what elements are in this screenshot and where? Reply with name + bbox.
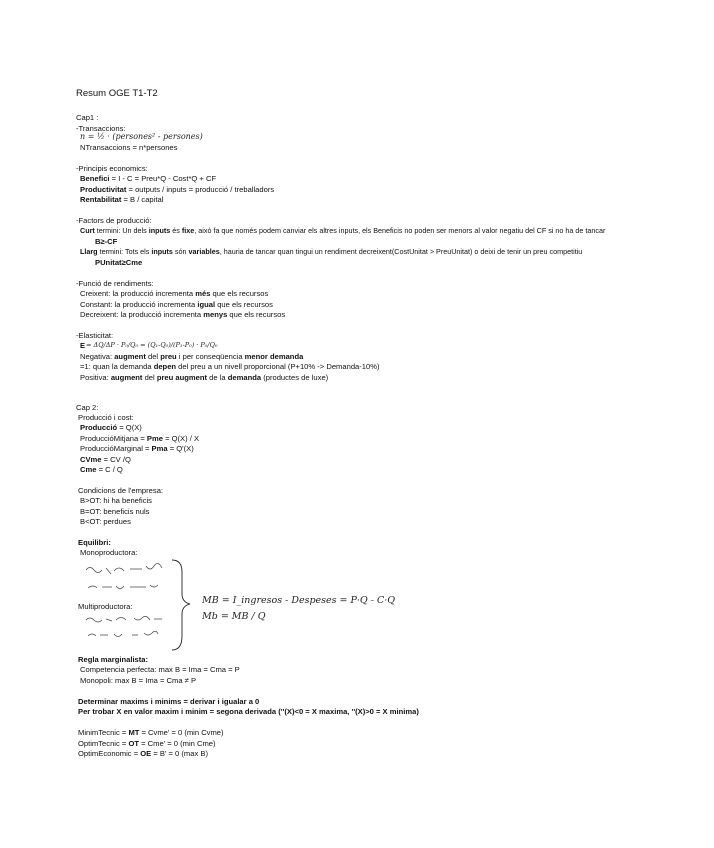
produccio-marginal-line: ProduccióMarginal = Pma = Q'(X) — [80, 444, 194, 453]
produccio-mitjana-line: ProduccióMitjana = Pme = Q(X) / X — [80, 434, 200, 443]
rendiments-label: -Funció de rendiments: — [76, 279, 154, 288]
svg-text:= ΔQ/ΔP · P₀/Q₀ = (Q₁-Q₀)/(P₁-: = ΔQ/ΔP · P₀/Q₀ = (Q₁-Q₀)/(P₁-P₀) · P₀/Q₀ — [86, 341, 218, 349]
rentabilitat-line: Rentabilitat = B / capital — [80, 195, 164, 204]
curt-termini-line: Curt termini: Un dels inputs és fixe, això fa que només podem canviar els altres inputs, els Beneficis no poden ser menors al valor negatiu del CF si no ha de tancar — [80, 226, 606, 235]
factors-label: -Factors de producció: — [76, 216, 152, 225]
productivitat-line: Productivitat = outputs / inputs = producció / treballadors — [80, 185, 275, 194]
condicions-label: Condicions de l'empresa: — [78, 486, 164, 495]
decreixent-line: Decreixent: la producció incrementa menys que els recursos — [80, 310, 286, 319]
doc-title: Resum OGE T1-T2 — [76, 88, 158, 99]
constant-line: Constant: la producció incrementa igual que els recursos — [80, 300, 273, 309]
multiproductora-label: Multiproductora: — [78, 602, 133, 611]
llarg-condition: PUnitat≥Cme — [95, 258, 143, 267]
principis-label: -Principis economics: — [76, 164, 148, 173]
minim-tecnic-line: MinimTecnic = MT = Cvme' = 0 (min Cvme) — [78, 728, 224, 737]
svg-text:n = ½ · (persones² - persones): n = ½ · (persones² - persones) — [80, 132, 203, 141]
unitaria-line: =1: quan la demanda depen del preu a un nivell proporcional (P+10% -> Demanda-10%) — [80, 362, 380, 371]
elasticitat-lhs: E — [80, 341, 86, 350]
transaccions-handwritten-formula — [80, 128, 203, 144]
curt-condition: B≥-CF — [95, 237, 118, 246]
optim-economic-line: OptimEconomic = OE = B' = 0 (max B) — [78, 749, 208, 758]
produccio-cost-label: Producció i cost: — [78, 413, 134, 422]
condicio-beneficis: B>OT: hi ha beneficis — [80, 496, 152, 505]
ntransaccions-line: NTransaccions = n*persones — [80, 143, 178, 152]
cme-line: Cme = C / Q — [80, 465, 123, 474]
condicio-perdues: B<OT: perdues — [80, 517, 131, 526]
elasticitat-handwritten-formula — [86, 334, 218, 352]
svg-text:Mb = MB / Q: Mb = MB / Q — [202, 611, 266, 622]
monopoli-line: Monopoli: max B = Ima = Cma ≠ P — [80, 676, 197, 685]
transaccions-label: -Transaccions: — [76, 124, 126, 133]
cap2-heading: Cap 2: — [76, 403, 99, 412]
condicio-nuls: B=OT: beneficis nuls — [80, 507, 150, 516]
equilibri-label: Equilibri: — [78, 538, 111, 547]
regla-marginalista-label: Regla marginalista: — [78, 655, 149, 664]
multiproductora-handwritten-formulas — [84, 612, 174, 644]
equilibri-brace-and-notes — [170, 556, 396, 656]
monoproductora-handwritten-formulas — [84, 560, 174, 600]
competencia-perfecta-line: Competencia perfecta: max B = Ima = Cma = P — [80, 665, 240, 674]
monoproductora-label: Monoproductora: — [80, 548, 138, 557]
llarg-termini-line: Llarg termini: Tots els inputs són variables, hauria de tancar quan tingui un rendiment decreixent(CostUnitat > PreuUnitat) o deixi de tenir un preu competitiu — [80, 247, 583, 256]
produccio-line: Producció = Q(X) — [80, 423, 142, 432]
determinar-line: Determinar maxims i minims = derivar i igualar a 0 — [78, 697, 260, 706]
elasticitat-label: -Elasticitat: — [76, 331, 114, 340]
optim-tecnic-line: OptimTecnic = OT = Cme' = 0 (min Cme) — [78, 739, 216, 748]
cvme-line: CVme = CV /Q — [80, 455, 131, 464]
positiva-line: Positiva: augment del preu augment de la demanda (productes de luxe) — [80, 373, 329, 382]
cap1-heading: Cap1 : — [76, 113, 99, 122]
creixent-line: Creixent: la producció incrementa més que els recursos — [80, 289, 269, 298]
svg-text:MB = I_ingresos - Despeses = P: MB = I_ingresos - Despeses = P·Q - C·Q — [202, 595, 396, 606]
trobar-line: Per trobar X en valor maxim i minim = segona derivada (''(X)<0 = X maxima, ''(X)>0 = X minima) — [78, 707, 419, 716]
benefici-line: Benefici = I - C = Preu*Q - Cost*Q + CF — [80, 174, 217, 183]
negativa-line: Negativa: augment del preu i per conseqüencia menor demanda — [80, 352, 304, 361]
